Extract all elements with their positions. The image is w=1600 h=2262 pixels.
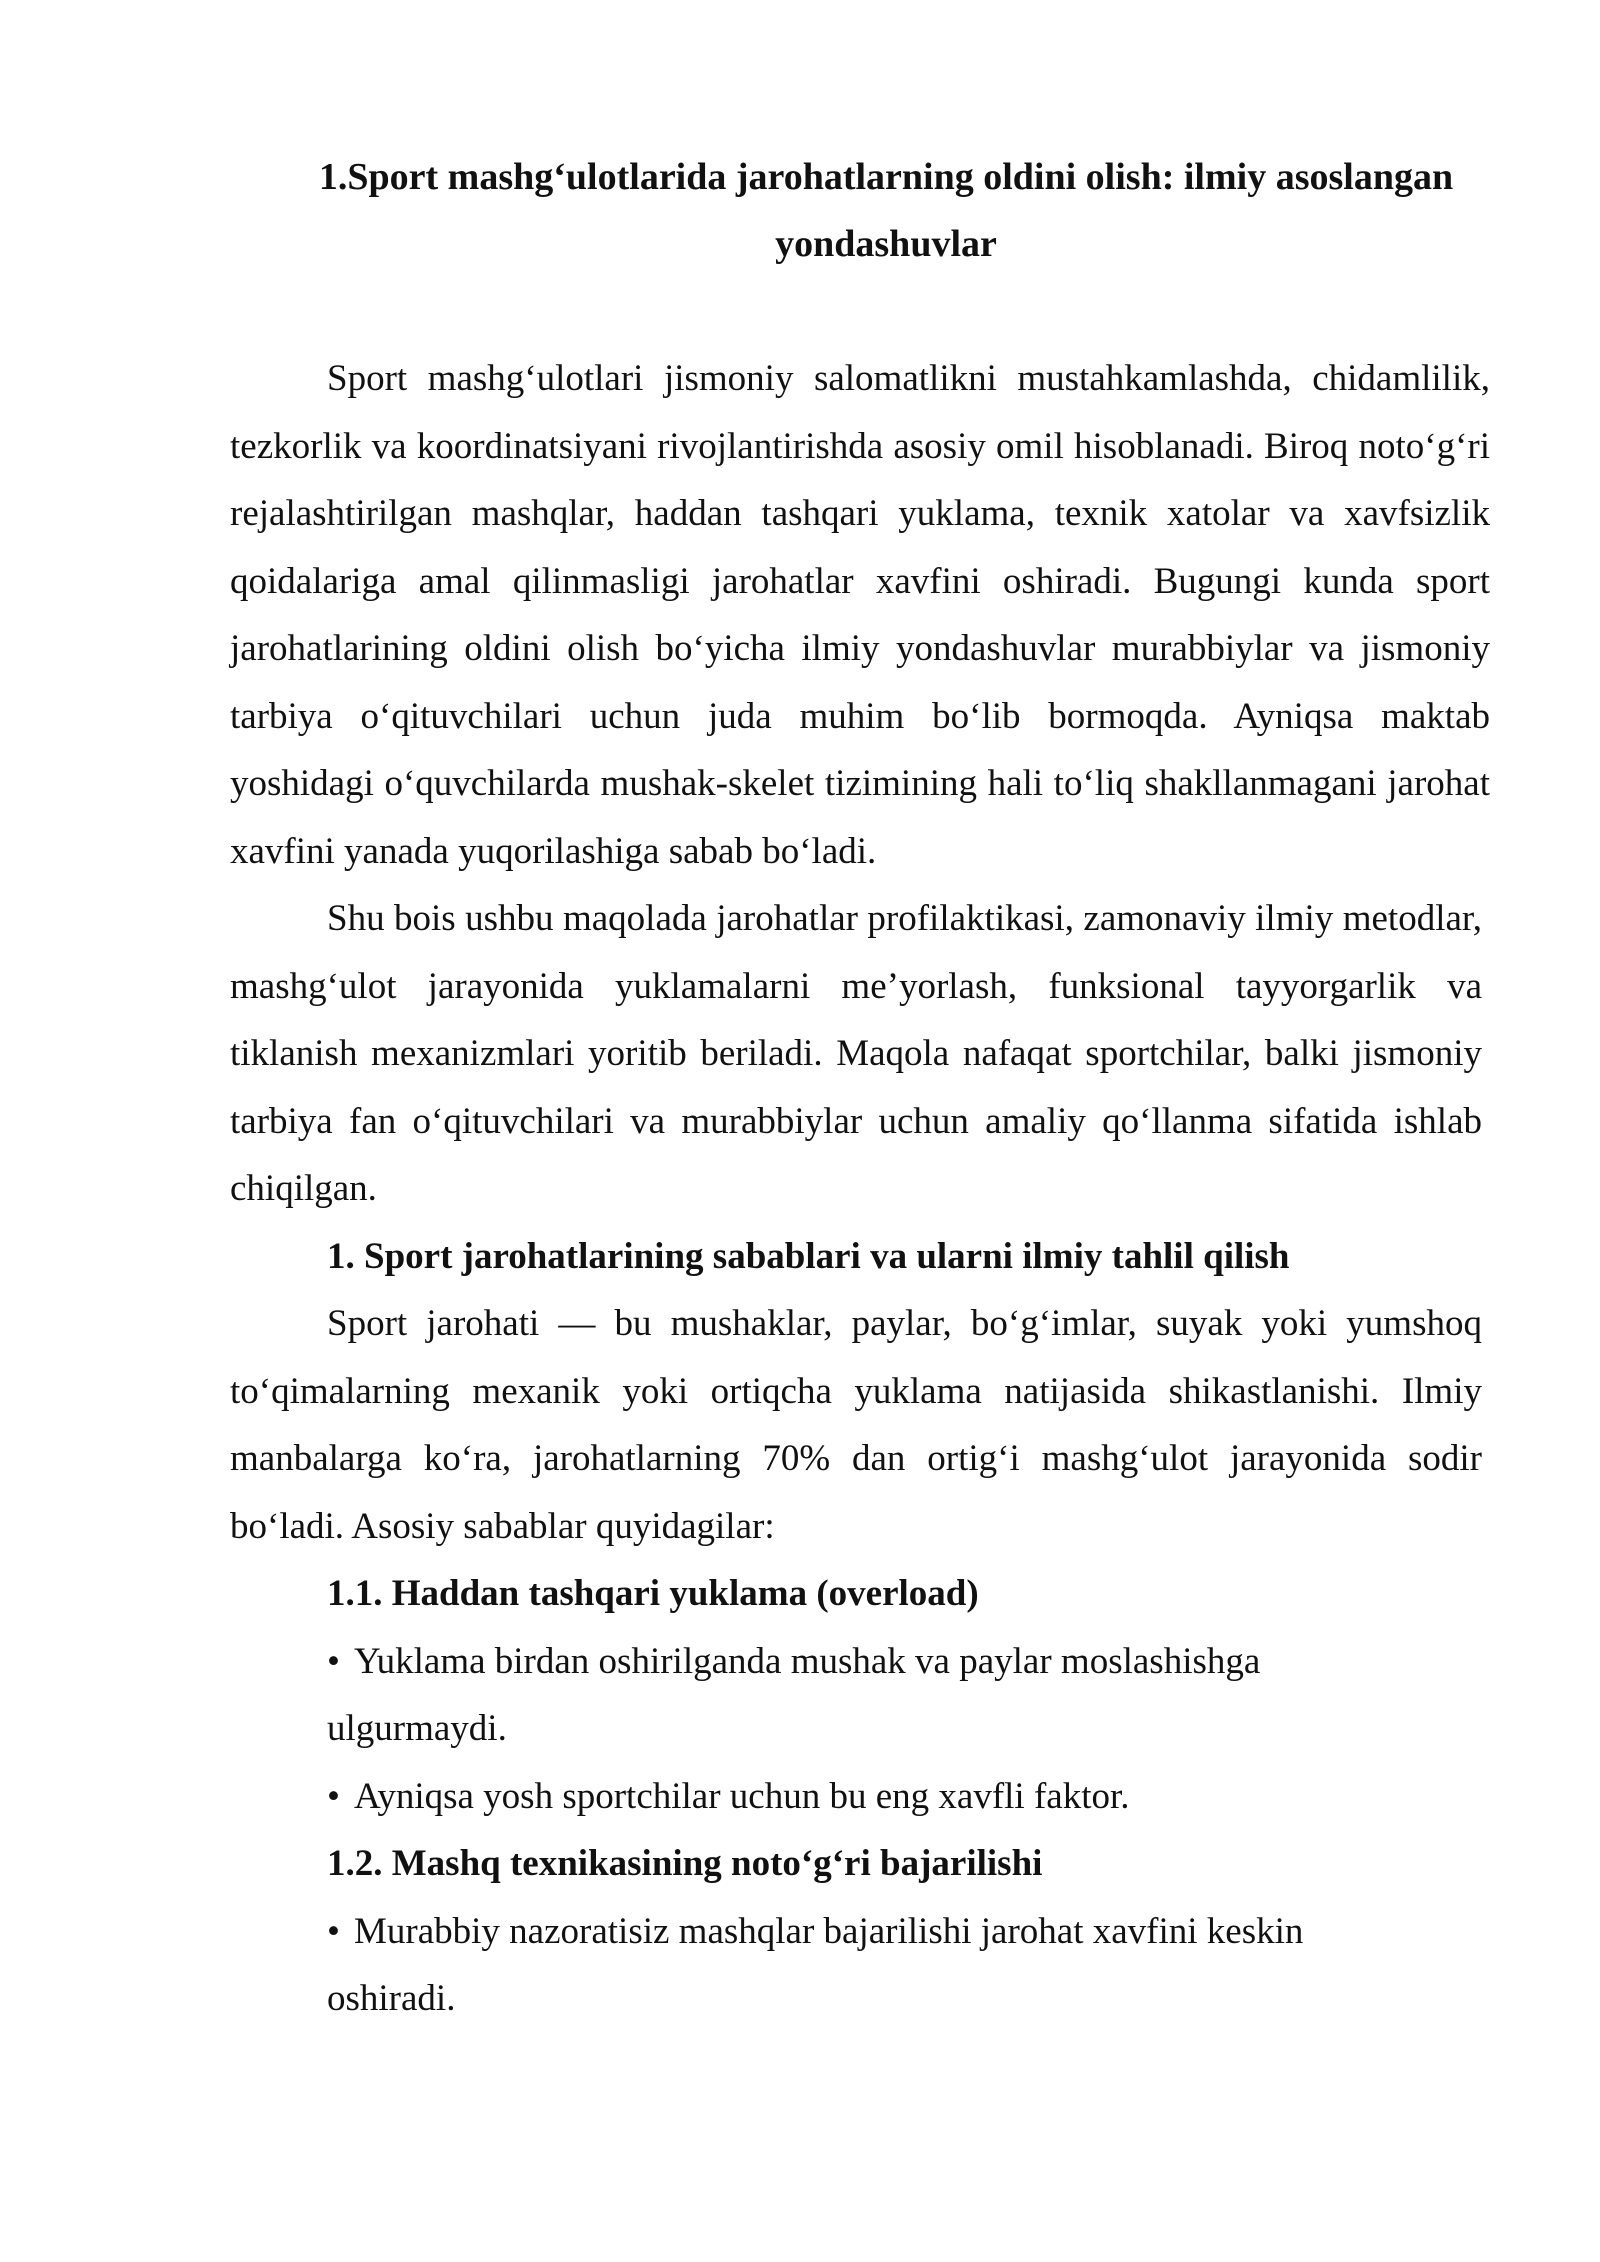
list-item: [230, 1628, 1387, 1763]
bullet-icon: •: [327, 1640, 340, 1682]
intro-paragraph: Sport mashg‘ulotlari jismoniy salomatlikni mustahkamlashda, chidamlilik, tezkorlik va koordinatsiyani rivojlantirishda asosiy omil hisoblanadi. Biroq noto‘g‘ri rejalashtirilgan mashqlar, haddan tashqari yuklama, texnik xatolar va xavfsizlik qoidalariga amal qilinmasligi jarohatlar xavfini oshiradi. Bugungi kunda sport jarohatlarining oldini olish bo‘yicha ilmiy yondashuvlar murabbiylar va jismoniy tarbiya o‘qituvchilari uchun juda muhim bo‘lib bormoqda. Ayniqsa maktab yoshidagi o‘quvchilarda mushak-skelet tizimining hali to‘liq shakllanmagani jarohat xavfini yanada yuqorilashiga sabab bo‘ladi.: [230, 358, 1490, 872]
list-item-text: Yuklama birdan oshirilganda mushak va paylar moslashishga ulgurmaydi.: [327, 1640, 1261, 1749]
section-heading-1: 1. Sport jarohatlarining sabablari va ularni ilmiy tahlil qilish: [327, 1235, 1290, 1277]
document-body: [230, 144, 1490, 2033]
title-spacer: [230, 278, 1490, 345]
document-title: 1.Sport mashg‘ulotlarida jarohatlarning oldini olish: ilmiy asoslangan yondashuvlar: [318, 156, 1454, 265]
bullet-icon: •: [327, 1775, 340, 1817]
purpose-paragraph: Shu bois ushbu maqolada jarohatlar profilaktikasi, zamonaviy ilmiy metodlar, mashg‘ulot jarayonida yuklamalarni me’yorlash, funksional tayyorgarlik va tiklanish mexanizmlari yoritib beriladi. Maqola nafaqat sportchilar, balki jismoniy tarbiya fan o‘qituvchilari va murabbiylar uchun amaliy qo‘llanma sifatida ishlab chiqilgan.: [230, 898, 1482, 1209]
subsection-heading-1-1: 1.1. Haddan tashqari yuklama (overload): [327, 1573, 979, 1614]
list-item-text: Murabbiy nazoratisiz mashqlar bajarilishi jarohat xavfini keskin oshiradi.: [327, 1910, 1304, 2019]
section-1-paragraph: Sport jarohati — bu mushaklar, paylar, bo‘g‘imlar, suyak yoki yumshoq to‘qimalarning mexanik yoki ortiqcha yuklama natijasida shikastlanishi. Ilmiy manbalarga ko‘ra, jarohatlarning 70% dan ortig‘i mashg‘ulot jarayonida sodir bo‘ladi. Asosiy sabablar quyidagilar:: [230, 1303, 1482, 1547]
list-item: [230, 1763, 1387, 1831]
list-item-text: Ayniqsa yosh sportchilar uchun bu eng xavfli faktor.: [354, 1775, 1130, 1817]
list-item: [230, 1898, 1387, 2033]
bullet-icon: •: [327, 1910, 340, 1952]
subsection-heading-1-2: 1.2. Mashq texnikasining noto‘g‘ri bajarilishi: [327, 1843, 1043, 1884]
